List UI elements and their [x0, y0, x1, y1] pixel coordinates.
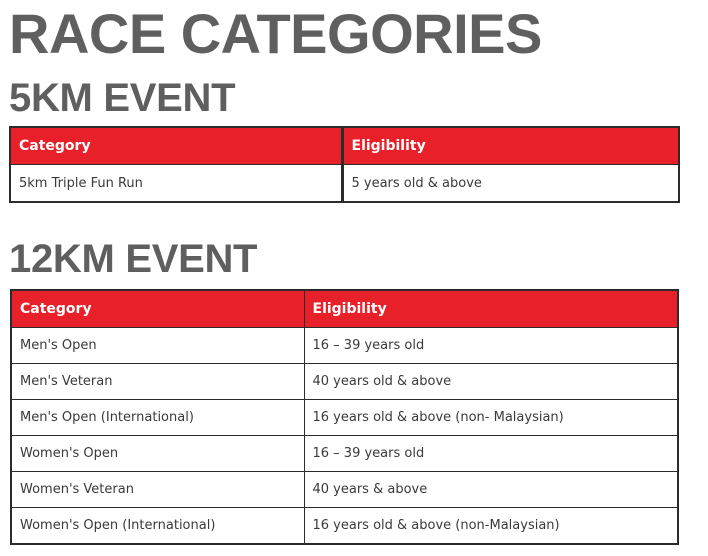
- eligibility-cell: 16 years old & above (non-Malaysian): [304, 508, 678, 545]
- table-row: [11, 364, 678, 400]
- eligibility-cell: 16 – 39 years old: [304, 328, 678, 364]
- table-header-row: [11, 290, 678, 328]
- eligibility-cell: 5 years old & above: [342, 165, 679, 203]
- table-row: [11, 472, 678, 508]
- table-5km-event: [9, 126, 680, 203]
- table-row: [11, 328, 678, 364]
- column-header-category: Category: [10, 127, 342, 165]
- column-header-eligibility: Eligibility: [304, 290, 678, 328]
- eligibility-cell: 40 years & above: [304, 472, 678, 508]
- table-12km-event: [10, 289, 679, 545]
- category-cell: Women's Open (International): [11, 508, 304, 545]
- table-row: [11, 400, 678, 436]
- eligibility-cell: 40 years old & above: [304, 364, 678, 400]
- category-cell: Women's Veteran: [11, 472, 304, 508]
- eligibility-cell: 16 years old & above (non- Malaysian): [304, 400, 678, 436]
- section-title-12km: 12KM EVENT: [9, 237, 258, 281]
- column-header-eligibility: Eligibility: [342, 127, 679, 165]
- table-row: [11, 508, 678, 545]
- page-title: RACE CATEGORIES: [9, 2, 542, 65]
- category-cell: Men's Open: [11, 328, 304, 364]
- category-cell: Women's Open: [11, 436, 304, 472]
- table-header-row: [10, 127, 679, 165]
- section-title-5km: 5KM EVENT: [9, 76, 236, 120]
- table-row: [11, 436, 678, 472]
- table-row: [10, 165, 679, 203]
- category-cell: Men's Open (International): [11, 400, 304, 436]
- column-header-category: Category: [11, 290, 304, 328]
- category-cell: 5km Triple Fun Run: [10, 165, 342, 203]
- category-cell: Men's Veteran: [11, 364, 304, 400]
- eligibility-cell: 16 – 39 years old: [304, 436, 678, 472]
